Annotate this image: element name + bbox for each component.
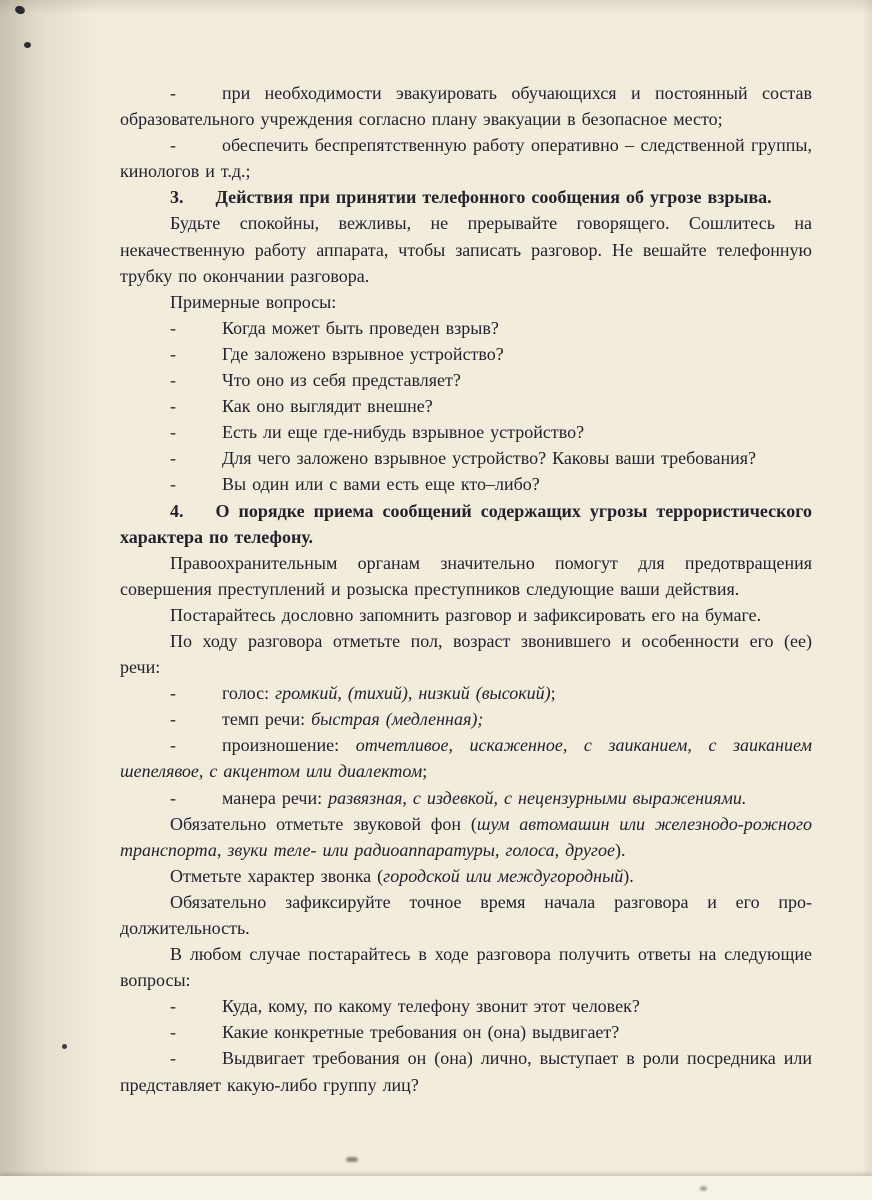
list-dash-marker: - bbox=[170, 735, 176, 756]
text-run: произношение: bbox=[222, 735, 356, 756]
list-dash-marker: - bbox=[170, 709, 176, 730]
list-item bbox=[120, 341, 812, 367]
list-dash-marker: - bbox=[170, 787, 176, 808]
text-run: Что оно из себя представляет? bbox=[222, 370, 461, 391]
paragraph bbox=[120, 550, 812, 602]
paragraph bbox=[120, 210, 812, 288]
text-run: при необходимости эвакуировать обучающихся и постоянный состав образовательного учреждения согласно плану эвакуации в безопасное место; bbox=[120, 83, 812, 130]
paragraph bbox=[120, 602, 812, 628]
text-run: Куда, кому, по какому телефону звонит этот человек? bbox=[222, 996, 640, 1017]
list-item bbox=[120, 471, 812, 497]
heading-number: 3. bbox=[170, 187, 184, 208]
list-item bbox=[120, 1045, 812, 1097]
scan-bottom-strip bbox=[0, 1176, 872, 1200]
list-item bbox=[120, 706, 812, 732]
list-item bbox=[120, 80, 812, 132]
list-item bbox=[120, 315, 812, 341]
list-dash-marker: - bbox=[170, 343, 176, 364]
text-run: ). bbox=[623, 865, 634, 886]
heading-number: 4. bbox=[170, 500, 184, 521]
list-item bbox=[120, 993, 812, 1019]
text-run: обеспечить беспрепятственную работу оперативно – следственной группы, кинологов и т.д.; bbox=[120, 135, 812, 182]
list-dash-marker: - bbox=[170, 996, 176, 1017]
document-body bbox=[120, 80, 812, 1098]
scan-edge-shadow-right bbox=[862, 0, 872, 1200]
list-dash-marker: - bbox=[170, 83, 176, 103]
text-run: По ходу разговора отметьте пол, возраст звонившего и особенности его (ее) речи: bbox=[120, 630, 812, 678]
italic-text-run: развязная, с издевкой, с нецензурными выражениями. bbox=[328, 787, 747, 808]
list-item bbox=[120, 785, 812, 811]
paragraph bbox=[120, 628, 812, 680]
text-run: Есть ли еще где-нибудь взрывное устройство? bbox=[222, 422, 585, 443]
text-run: ; bbox=[422, 761, 428, 782]
scan-edge-shadow-left bbox=[0, 0, 95, 1200]
paragraph bbox=[120, 889, 812, 941]
list-dash-marker: - bbox=[170, 474, 176, 495]
text-run: Отметьте характер звонка ( bbox=[170, 865, 384, 886]
list-dash-marker: - bbox=[170, 370, 176, 391]
list-dash-marker: - bbox=[170, 422, 176, 443]
text-run: Обязательно отметьте звуковой фон ( bbox=[170, 813, 477, 834]
text-run: О порядке приема сообщений содержащих угрозы террористического характера по телефону. bbox=[120, 500, 812, 547]
scan-artifact bbox=[24, 42, 31, 48]
text-run: Правоохранительным органам значительно помогут для предотвращения совершения преступлений и розыска преступников следующие ваши действия. bbox=[120, 552, 812, 599]
text-run: Выдвигает требования он (она) лично, выступает в роли посредника или представляет какую-либо группу лиц? bbox=[120, 1048, 812, 1095]
list-dash-marker: - bbox=[170, 135, 176, 156]
list-item bbox=[120, 1019, 812, 1045]
list-item bbox=[120, 419, 812, 445]
list-item bbox=[120, 732, 812, 784]
section-heading bbox=[120, 498, 812, 550]
text-run: ). bbox=[614, 839, 626, 860]
text-run: Какие конкретные требования он (она) выдвигает? bbox=[222, 1022, 620, 1043]
list-dash-marker: - bbox=[170, 1048, 176, 1069]
text-run: манера речи: bbox=[222, 787, 329, 808]
list-dash-marker: - bbox=[170, 1022, 176, 1043]
scan-artifact bbox=[346, 1157, 358, 1162]
text-run: В любом случае постарайтесь в ходе разговора получить ответы на следующие вопросы: bbox=[120, 944, 812, 991]
text-run: ; bbox=[550, 683, 556, 704]
paragraph bbox=[120, 811, 812, 863]
section-heading bbox=[120, 184, 812, 210]
paragraph bbox=[120, 941, 812, 993]
scan-artifact bbox=[62, 1044, 67, 1049]
list-dash-marker: - bbox=[170, 448, 176, 469]
italic-text-run: отчетливое, искаженное, с заиканием, с заиканием шепелявое, с акцентом или диалектом bbox=[120, 735, 812, 782]
italic-text-run: быстрая (медленная); bbox=[311, 709, 484, 730]
text-run: темп речи: bbox=[222, 709, 312, 730]
scan-edge-shadow-top bbox=[0, 0, 872, 14]
paragraph bbox=[120, 863, 812, 889]
italic-text-run: шум автомашин или железнодо-рожного транспорта, звуки теле- или радиоаппаратуры, голоса, другое bbox=[120, 813, 812, 860]
list-dash-marker: - bbox=[170, 683, 176, 704]
list-item bbox=[120, 132, 812, 184]
list-item bbox=[120, 367, 812, 393]
list-dash-marker: - bbox=[170, 396, 176, 417]
italic-text-run: громкий, (тихий), низкий (высокий) bbox=[275, 683, 551, 704]
paragraph bbox=[120, 289, 812, 315]
text-run: Действия при принятии телефонного сообщения об угрозе взрыва. bbox=[215, 187, 772, 208]
text-run: Обязательно зафиксируйте точное время начала разговора и его про-должительность. bbox=[120, 891, 812, 938]
text-run: Примерные вопросы: bbox=[170, 291, 337, 312]
text-run: Где заложено взрывное устройство? bbox=[222, 343, 504, 364]
italic-text-run: городской или междугородный bbox=[383, 865, 624, 886]
list-item bbox=[120, 680, 812, 706]
list-dash-marker: - bbox=[170, 317, 176, 338]
list-item bbox=[120, 445, 812, 471]
text-run: Постарайтесь дословно запомнить разговор и зафиксировать его на бумаге. bbox=[170, 604, 762, 625]
text-run: Как оно выглядит внешне? bbox=[222, 396, 433, 417]
text-run: голос: bbox=[222, 683, 276, 704]
text-run: Для чего заложено взрывное устройство? Каковы ваши требования? bbox=[222, 448, 757, 469]
scan-artifact bbox=[700, 1186, 707, 1191]
text-run: Когда может быть проведен взрыв? bbox=[222, 317, 499, 338]
text-run: Будьте спокойны, вежливы, не прерывайте говорящего. Сошлитесь на некачественную работу аппарата, чтобы записать разговор. Не вешайте телефонную трубку по окончании разговора. bbox=[120, 213, 812, 286]
list-item bbox=[120, 393, 812, 419]
text-run: Вы один или с вами есть еще кто–либо? bbox=[222, 474, 540, 495]
